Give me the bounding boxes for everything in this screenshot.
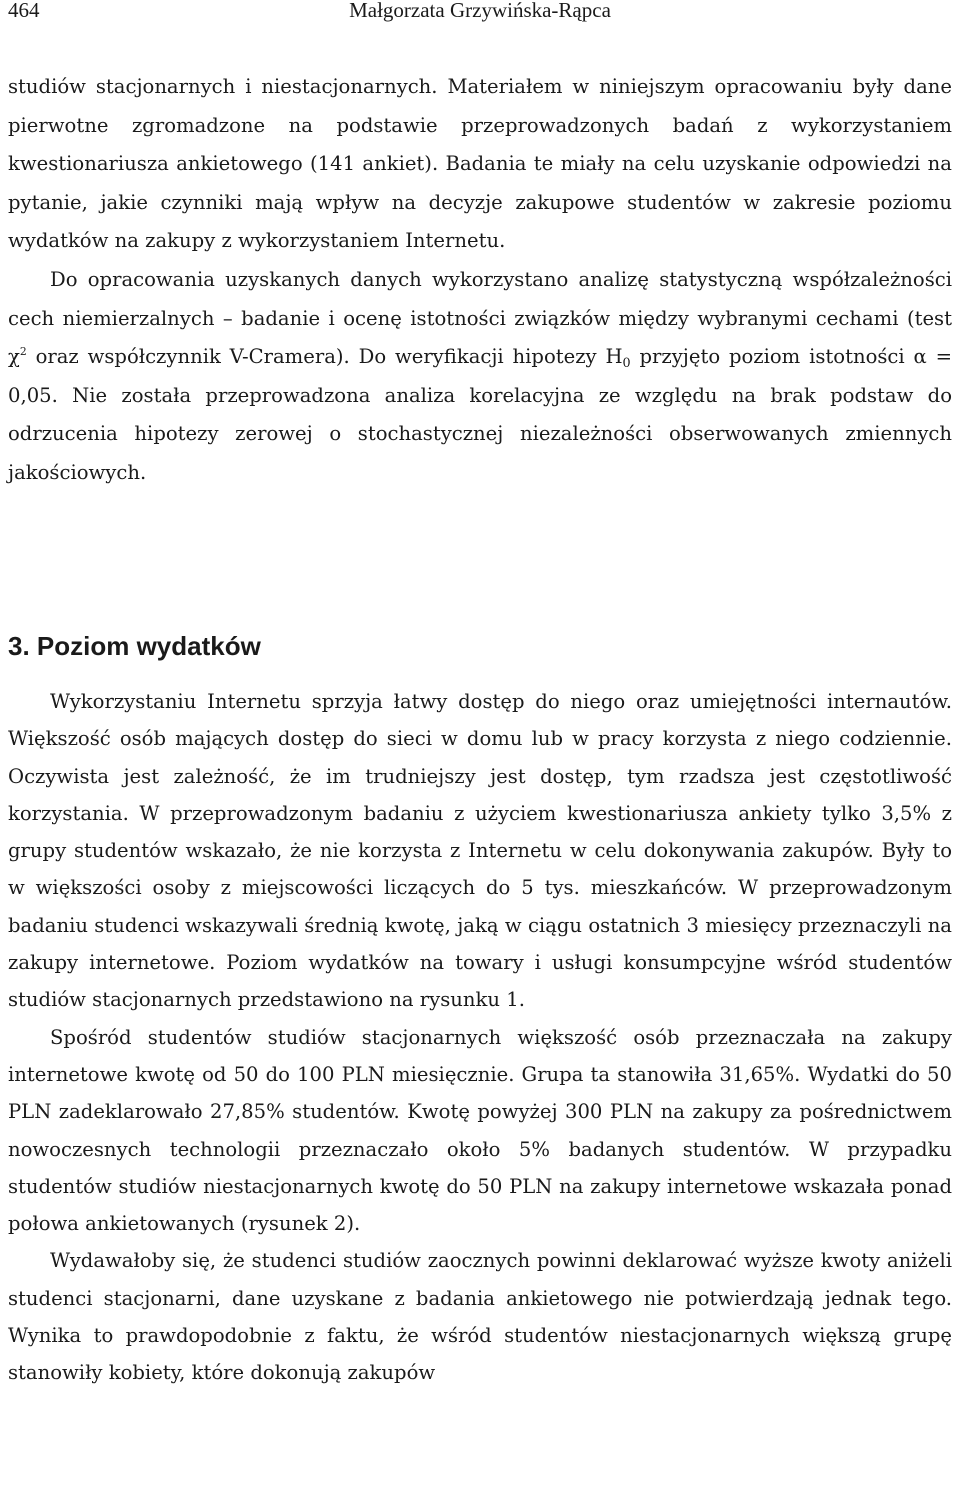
intro-text-block <box>8 68 952 493</box>
section-paragraph-2: Spośród studentów studiów stacjonarnych większość osób przeznaczała na zakupy internetowe kwotę od 50 do 100 PLN miesięcznie. Grupa ta stanowiła 31,65%. Wydatki do 50 PLN zadeklarowało 27,85% studentów. Kwotę powyżej 300 PLN na zakupy za pośrednictwem nowoczesnych technologii przeznaczało około 5% badanych studentów. W przypadku studentów studiów niestacjonarnych kwotę do 50 PLN na zakupy internetowe wskazała ponad połowa ankietowanych (rysunek 2). <box>8 1025 952 1236</box>
section-paragraph-3: Wydawałoby się, że studenci studiów zaocznych powinni deklarować wyższe kwoty aniżeli studenci stacjonarni, dane uzyskane z badania ankietowego nie potwierdzają jednak tego. Wynika to prawdopodobnie z faktu, że wśród studentów niestacjonarnych większą grupę stanowiły kobiety, które dokonują zakupów <box>8 1249 952 1385</box>
intro-paragraph-2-part-1: Do opracowania uzyskanych danych wykorzystano analizę statystyczną współzależności cech niemierzalnych – badanie i ocenę istotności związków między wybranymi cechami (test χ <box>8 267 952 369</box>
chi-square-superscript: 2 <box>19 345 27 359</box>
intro-paragraph-2 <box>8 261 952 493</box>
running-head-author: Małgorzata Grzywińska-Rąpca <box>349 0 611 22</box>
running-head <box>8 0 952 28</box>
section-text-block <box>8 683 952 1392</box>
intro-paragraph-1: studiów stacjonarnych i niestacjonarnych. Materiałem w niniejszym opracowaniu były dane pierwotne zgromadzone na podstawie przeprowadzonych badań z wykorzystaniem kwestionariusza ankietowego (141 ankiet). Badania te miały na celu uzyskanie odpowiedzi na pytanie, jakie czynniki mają wpływ na decyzje zakupowe studentów w zakresie poziomu wydatków na zakupy z wykorzystaniem Internetu. <box>8 75 952 253</box>
section-heading: 3. Poziom wydatków <box>8 631 261 661</box>
page-number: 464 <box>8 0 40 22</box>
intro-paragraph-2-part-2: oraz współczynnik V-Cramera). Do weryfikacji hipotezy H <box>26 345 623 369</box>
hypothesis-subscript: 0 <box>622 355 631 371</box>
intro-paragraph-2-part-3: przyjęto poziom istotności α = 0,05. Nie została przeprowadzona analiza korelacyjna ze względu na brak podstaw do odrzucenia hipotezy zerowej o stochastycznej niezależności obserwowanych zmiennych jakościowych. <box>8 345 952 484</box>
section-paragraph-1: Wykorzystaniu Internetu sprzyja łatwy dostęp do niego oraz umiejętności internautów. Większość osób mających dostęp do sieci w domu lub w pracy korzysta z niego codziennie. Oczywista jest zależność, że im trudniejszy jest dostęp, tym rzadsza jest częstotliwość korzystania. W przeprowadzonym badaniu z użyciem kwestionariusza ankiety tylko 3,5% z grupy studentów wskazało, że nie korzysta z Internetu w celu dokonywania zakupów. Były to w większości osoby z miejscowości liczących do 5 tys. mieszkańców. W przeprowadzonym badaniu studenci wskazywali średnią kwotę, jaką w ciągu ostatnich 3 miesięcy przeznaczyli na zakupy internetowe. Poziom wydatków na towary i usługi konsumpcyjne wśród studentów studiów stacjonarnych przedstawiono na rysunku 1. <box>8 690 952 1012</box>
